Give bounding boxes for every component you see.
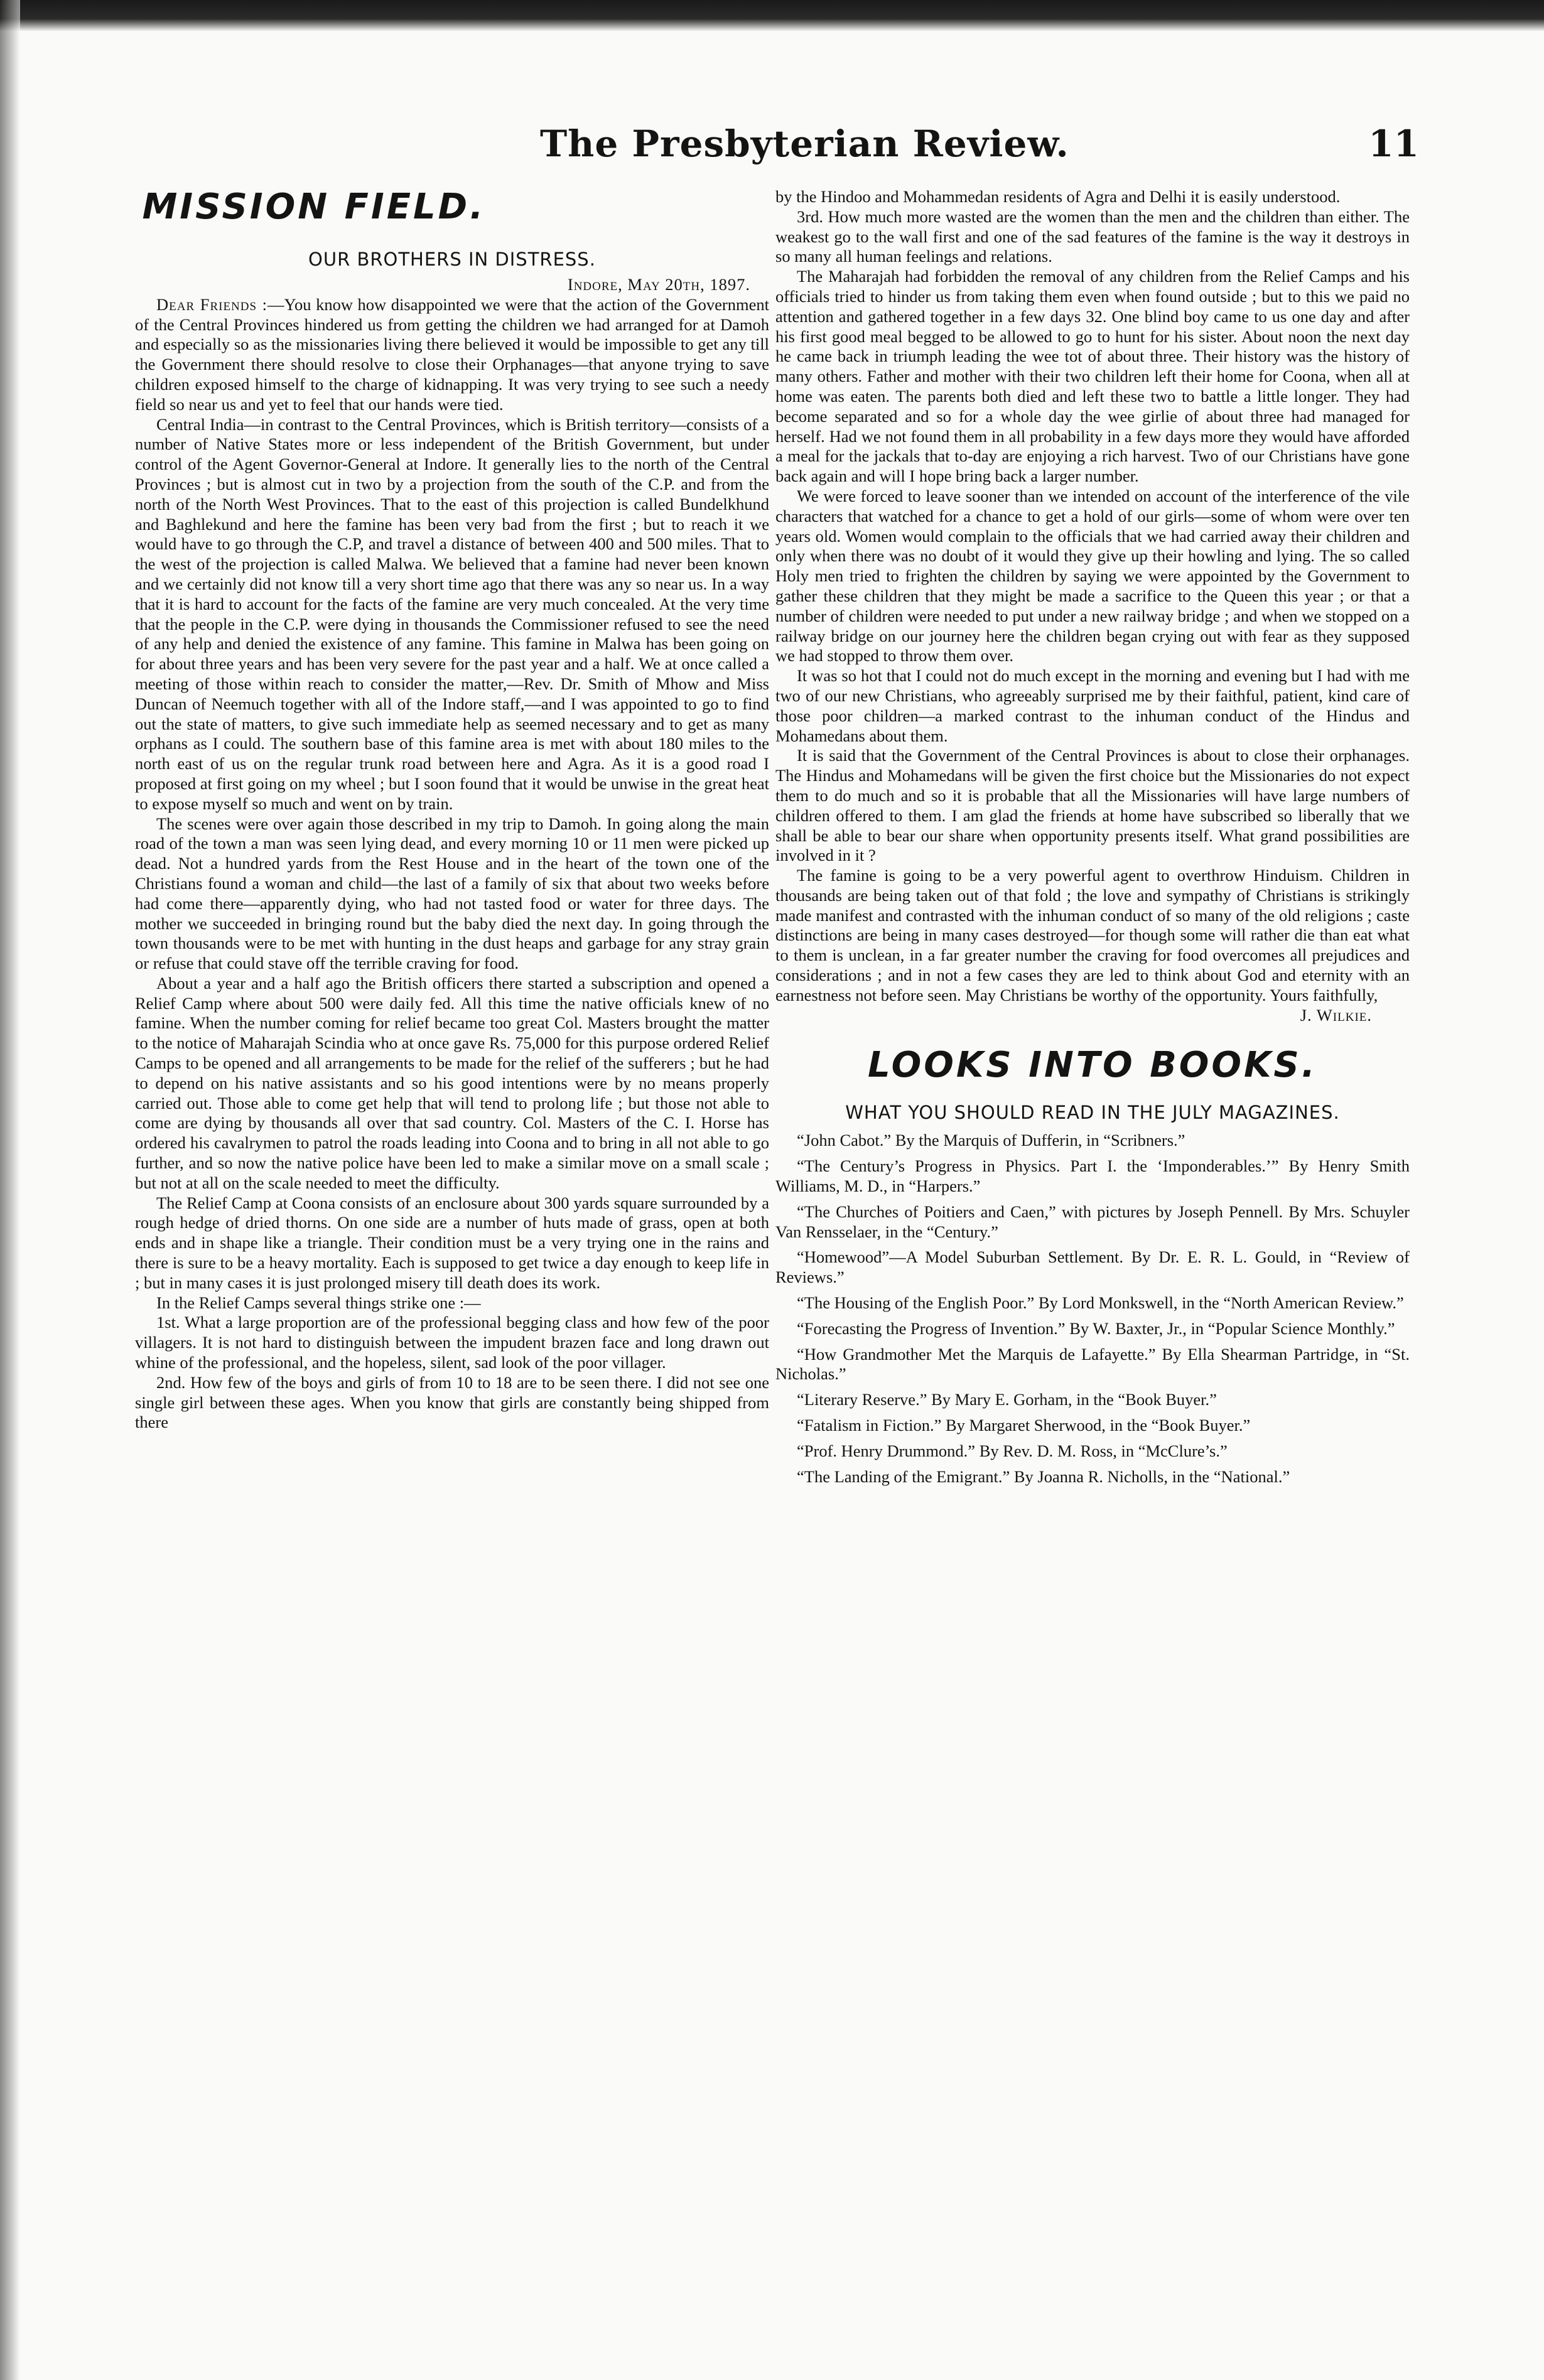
dateline: Indore, May 20th, 1897. xyxy=(567,275,750,294)
book-listing: “The Landing of the Emigrant.” By Joanna R. Nicholls, in the “National.” xyxy=(797,1467,1290,1486)
book-listing: “Forecasting the Progress of Invention.” By W. Baxter, Jr., in “Popular Science Monthly.” xyxy=(797,1318,1395,1338)
mission-field-heading: MISSION FIELD. xyxy=(142,186,486,227)
book-listing: “Fatalism in Fiction.” By Margaret Sherwood, in the “Book Buyer.” xyxy=(797,1416,1251,1435)
paragraph: The famine is going to be a very powerful agent to overthrow Hinduism. Children in thousands are being taken out of that fold ; the love and sympathy of Christians is strikingly made manifest and contrasted with the inhuman conduct of so many of the old religions ; caste distinctions are being in many cases destroyed—for though some will rather die than eat what to them is unclean, in a far greater number the craving for food overcomes all prejudices and considerations ; and in not a few cases they are led to think about God and eternity with an earnestness not before seen. May Christians be worthy of the opportunity. Yours faithfully, xyxy=(775,866,1410,1004)
paragraph: 2nd. How few of the boys and girls of from 10 to 18 are to be seen there. I did not see one single girl between these ages. When you know that girls are constantly being shipped from there xyxy=(135,1372,769,1432)
letter-paragraph xyxy=(135,295,769,415)
paragraph: The Maharajah had forbidden the removal of any children from the Relief Camps and his officials tried to hinder us from taking them even when found outside ; but to this we paid no attention and gathered together in a few days 32. One blind boy came to us one day and after his first good meal begged to be allowed to go to hunt for his sister. About noon the next day he came back in triumph leading the wee tot of about three. Their history was the history of many others. Father and mother with their two children left their home for Coona, when all at home was eaten. The parents both died and left these two to battle a little longer. They had become separated and so for a whole day the wee girlie of about three had managed for herself. Had we not found them in all probability in a few days more they would have afforded a meal for the jackals that to-day are enjoying a rich harvest. Two of our Christians have gone back again and will I hope bring back a larger number. xyxy=(775,267,1410,486)
book-listing: “The Century’s Progress in Physics. Part I. the ‘Imponderables.’” By Henry Smith Williams, M. D., in “Harpers.” xyxy=(775,1156,1410,1196)
paragraph: Central India—in contrast to the Central Provinces, which is British territory—consists of a number of Native States more or less independent of the British Government, but under control of the Agent Governor-General at Indore. It generally lies to the north of the Central Provinces ; but is almost cut in two by a projection from the south of the C.P. and from the north of the North West Provinces. That to the east of this projection is called Bundelkhund and Baghlekund and here the famine has been very bad from the first ; but to reach it we would have to go through the C.P, and travel a distance of between 400 and 500 miles. That to the west of the projection is called Malwa. We believed that a famine had never been known and we certainly did not know till a very short time ago that there was any so near us. In a way that it is hard to account for the facts of the famine are very much concealed. At the very time that the people in the C.P. were dying in thousands the Commissioner refused to see the need of any help and denied the existence of any famine. This famine in Malwa has been going on for about three years and has been very severe for the past year and a half. We at once called a meeting of those within reach to consider the matter,—Rev. Dr. Smith of Mhow and Miss Duncan of Neemuch together with all of the Indore staff,—and I was appointed to go to find out the state of matters, to give such immediate help as seemed necessary and to get as many orphans as I could. The southern base of this famine area is met with about 180 miles to the north east of us on the regular trunk road between here and Agra. As it is a good road I proposed at first going on my wheel ; but I soon found that it would be unwise in the great heat to expose myself so much and went on by train. xyxy=(135,414,769,813)
paragraph: by the Hindoo and Mohammedan residents of Agra and Delhi it is easily understood. xyxy=(775,187,1341,206)
left-column xyxy=(135,188,769,1433)
paragraph: 1st. What a large proportion are of the professional begging class and how few of the poor villagers. It is not hard to distinguish between the impudent brazen face and long drawn out whine of the professional, and the hopeless, silent, sad look of the poor villager. xyxy=(135,1313,769,1372)
article-title: OUR BROTHERS IN DISTRESS. xyxy=(308,249,596,270)
paragraph: The Relief Camp at Coona consists of an enclosure about 300 yards square surrounded by a rough hedge of dried thorns. On one side are a number of huts made of grass, open at both ends and in shape like a triangle. Their condition must be a very trying one in the rains and there is sure to be a heavy mortality. Each is supposed to get twice a day enough to keep life in ; but in many cases it is just prolonged misery till death does its work. xyxy=(135,1193,769,1292)
salutation: Dear Friends : xyxy=(156,294,268,314)
paragraph: The scenes were over again those described in my trip to Damoh. In going along the main road of the town a man was seen lying dead, and every morning 10 or 11 men were picked up dead. Not a hundred yards from the Rest House and in the heart of the town one of the Christians found a woman and child—the last of a family of six that about two weeks before had come there—apparently dying, who had not tasted food or water for three days. The mother we succeeded in bringing round but the baby died the next day. In going through the town thousands were to be met with hunting in the dust heaps and garbage for any stray grain or refuse that could stave off the terrible craving for food. xyxy=(135,814,769,973)
right-column xyxy=(775,187,1410,1492)
paragraph: In the Relief Camps several things strike one :— xyxy=(156,1293,481,1312)
paragraph: It is said that the Government of the Central Provinces is about to close their orphanages. The Hindus and Mohamedans will be given the first choice but the Missionaries do not expect them to do much and so it is probable that all the Missionaries will have large numbers of children offered to them. I am glad the friends at home have subscribed so liberally that we shall be able to bear our share when opportunity presents itself. What grand possibilities are involved in it ? xyxy=(775,746,1410,865)
scan-border-top xyxy=(0,0,1544,31)
masthead xyxy=(540,122,1419,173)
looks-into-books-heading: LOOKS INTO BOOKS. xyxy=(867,1045,1318,1086)
book-listing: “Prof. Henry Drummond.” By Rev. D. M. Ross, in “McClure’s.” xyxy=(797,1441,1228,1460)
books-subheading: WHAT YOU SHOULD READ IN THE JULY MAGAZINES. xyxy=(845,1102,1340,1124)
book-listing: “How Grandmother Met the Marquis de Lafayette.” By Ella Shearman Partridge, in “St. Nicholas.” xyxy=(775,1344,1410,1384)
paragraph: About a year and a half ago the British officers there started a subscription and opened a Relief Camp where about 500 were daily fed. All this time the native officials knew of no famine. When the number coming for relief became too great Col. Masters brought the matter to the notice of Maharajah Scindia who at once gave Rs. 75,000 for this purpose ordered Relief Camps to be opened and all arrangements to be made for the relief of the sufferers ; but he had to depend on his native assistants and so his good intentions were by no means properly carried out. Those able to come get help that will tend to prolong life ; but those not able to come are dying by thousands all over that sad country. Col. Masters of the C. I. Horse has ordered his cavalrymen to patrol the roads leading into Coona and to bring in all not able to go further, and so now the native police have been led to make a similar move on a small scale ; but not at all on the scale needed to meet the difficulty. xyxy=(135,973,769,1192)
book-listing: “Homewood”—A Model Suburban Settlement. By Dr. E. R. L. Gould, in “Review of Reviews.” xyxy=(775,1247,1410,1287)
paragraph: We were forced to leave sooner than we intended on account of the interference of the vile characters that watched for a chance to get a hold of our girls—some of whom were over ten years old. Women would complain to the officials that we had carried away their children and only when there was no doubt of it would they give up their howling and lying. The so called Holy men tried to frighten the children by saying we were appointed by the Government to gather these children that they might be made a sacrifice to the Queen this year ; or that a number of children were needed to put under a new railway bridge ; and when we stopped on a railway bridge on our journey here the children began crying out with fear as they supposed we had stopped to throw them over. xyxy=(775,486,1410,665)
book-listing: “The Churches of Poitiers and Caen,” with pictures by Joseph Pennell. By Mrs. Schuyler Van Rensselaer, in the “Century.” xyxy=(775,1202,1410,1241)
book-listing: “John Cabot.” By the Marquis of Dufferin, in “Scribners.” xyxy=(797,1131,1185,1150)
page-number: 11 xyxy=(1368,122,1419,165)
publication-title: The Presbyterian Review. xyxy=(540,122,1069,165)
scan-border-left xyxy=(0,0,20,2380)
paragraph-text: —You know how disappointed we were that the action of the Government of the Central Provinces hindered us from getting the children we had arranged for at Damoh and especially so as the missionaries living there believed it would be impossible to get any till the Government there should resolve to close their Orphanages—that anyone trying to save children exposed himself to the charge of kidnapping. It was very trying to see such a needy field so near us and yet to feel that our hands were tied. xyxy=(135,294,769,414)
signature: J. Wilkie. xyxy=(1300,1005,1372,1025)
paragraph: 3rd. How much more wasted are the women than the men and the children than either. The weakest go to the wall first and one of the sad features of the famine is the way it destroys in so many all human feelings and relations. xyxy=(775,207,1410,266)
paragraph: It was so hot that I could not do much except in the morning and evening but I had with me two of our new Christians, who agreeably surprised me by their faithful, patient, kind care of those poor children—a marked contrast to the inhuman conduct of the Hindus and Mohamedans about them. xyxy=(775,666,1410,745)
book-listing: “The Housing of the English Poor.” By Lord Monkswell, in the “North American Review.” xyxy=(797,1293,1404,1313)
book-listing: “Literary Reserve.” By Mary E. Gorham, in the “Book Buyer.” xyxy=(797,1390,1217,1409)
